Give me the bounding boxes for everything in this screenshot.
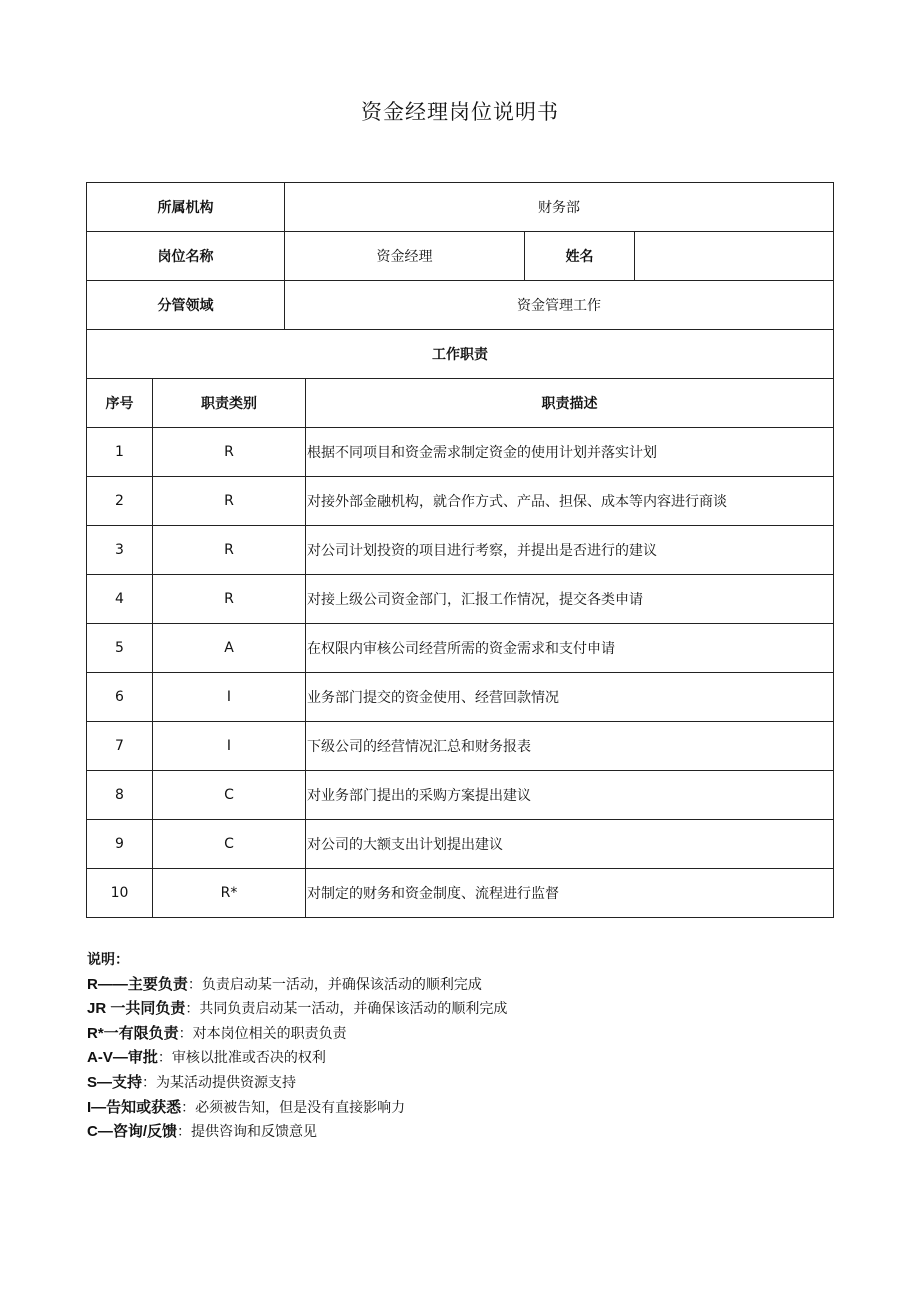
row-no: 4 <box>87 575 153 624</box>
table-row <box>87 526 834 575</box>
row-desc: 对制定的财务和资金制度、流程进行监督 <box>306 869 834 918</box>
row-no: 8 <box>87 771 153 820</box>
legend-text: ：对本岗位相关的职责负责 <box>178 1025 347 1042</box>
duties-title-row <box>87 330 834 379</box>
row-desc: 对公司的大额支出计划提出建议 <box>306 820 834 869</box>
row-no: 7 <box>87 722 153 771</box>
row-no: 3 <box>87 526 153 575</box>
table-row <box>87 722 834 771</box>
legend-key: C—咨询/反馈 <box>87 1123 178 1141</box>
row-no: 6 <box>87 673 153 722</box>
row-type: R <box>153 526 306 575</box>
table-row <box>87 624 834 673</box>
table-row <box>87 428 834 477</box>
table-row <box>87 477 834 526</box>
legend-item <box>87 1120 507 1145</box>
department-label: 所属机构 <box>87 183 285 232</box>
row-desc: 对接外部金融机构，就合作方式、产品、担保、成本等内容进行商谈 <box>306 477 834 526</box>
row-type: C <box>153 771 306 820</box>
legend-key: R*一有限负责 <box>87 1024 179 1042</box>
legend-text: ：为某活动提供资源支持 <box>142 1074 297 1091</box>
row-desc: 业务部门提交的资金使用、经营回款情况 <box>306 673 834 722</box>
notes-heading: 说明： <box>87 952 129 968</box>
area-label: 分管领域 <box>87 281 285 330</box>
legend-text: ：审核以批准或否决的权利 <box>157 1050 326 1067</box>
header-no: 序号 <box>87 379 153 428</box>
department-row <box>87 183 834 232</box>
row-no: 5 <box>87 624 153 673</box>
row-type: R <box>153 428 306 477</box>
legend-key: JR 一共同负责 <box>87 1000 186 1018</box>
table-row <box>87 673 834 722</box>
row-desc: 在权限内审核公司经营所需的资金需求和支付申请 <box>306 624 834 673</box>
row-desc: 对接上级公司资金部门，汇报工作情况，提交各类申请 <box>306 575 834 624</box>
legend-item <box>87 1071 507 1096</box>
legend-text: ：提供咨询和反馈意见 <box>177 1124 318 1141</box>
position-label: 岗位名称 <box>87 232 285 281</box>
legend-key: A-V—审批 <box>87 1049 158 1067</box>
row-desc: 根据不同项目和资金需求制定资金的使用计划并落实计划 <box>306 428 834 477</box>
legend-text: ：负责启动某一活动，并确保该活动的顺利完成 <box>187 976 482 993</box>
table-row <box>87 869 834 918</box>
name-value <box>635 232 834 281</box>
position-row <box>87 232 834 281</box>
table-row <box>87 575 834 624</box>
duties-header-row <box>87 379 834 428</box>
row-desc: 对公司计划投资的项目进行考察，并提出是否进行的建议 <box>306 526 834 575</box>
legend-key: I—告知或获悉 <box>87 1098 182 1116</box>
row-type: R* <box>153 869 306 918</box>
legend-text: ：必须被告知，但是没有直接影响力 <box>181 1099 406 1116</box>
table-row <box>87 820 834 869</box>
legend-item <box>87 997 507 1022</box>
row-no: 10 <box>87 869 153 918</box>
legend-key: R——主要负责 <box>87 975 188 993</box>
legend-key: S—支持 <box>87 1073 143 1091</box>
row-desc: 对业务部门提出的采购方案提出建议 <box>306 771 834 820</box>
row-no: 1 <box>87 428 153 477</box>
header-type: 职责类别 <box>153 379 306 428</box>
name-label: 姓名 <box>525 232 635 281</box>
row-type: A <box>153 624 306 673</box>
duties-section-title: 工作职责 <box>87 330 834 379</box>
row-type: I <box>153 722 306 771</box>
row-type: R <box>153 575 306 624</box>
position-value: 资金经理 <box>285 232 525 281</box>
area-row <box>87 281 834 330</box>
legend-item <box>87 1096 507 1121</box>
header-desc: 职责描述 <box>306 379 834 428</box>
job-description-table <box>86 182 834 918</box>
legend-notes <box>87 948 507 1145</box>
row-type: I <box>153 673 306 722</box>
row-type: R <box>153 477 306 526</box>
row-no: 9 <box>87 820 153 869</box>
row-desc: 下级公司的经营情况汇总和财务报表 <box>306 722 834 771</box>
department-value: 财务部 <box>285 183 834 232</box>
legend-item <box>87 1022 507 1047</box>
legend-text: ：共同负责启动某一活动，并确保该活动的顺利完成 <box>185 1001 508 1018</box>
row-type: C <box>153 820 306 869</box>
table-row <box>87 771 834 820</box>
legend-item <box>87 973 507 998</box>
legend-item <box>87 1046 507 1071</box>
area-value: 资金管理工作 <box>285 281 834 330</box>
row-no: 2 <box>87 477 153 526</box>
document-title: 资金经理岗位说明书 <box>361 100 559 124</box>
